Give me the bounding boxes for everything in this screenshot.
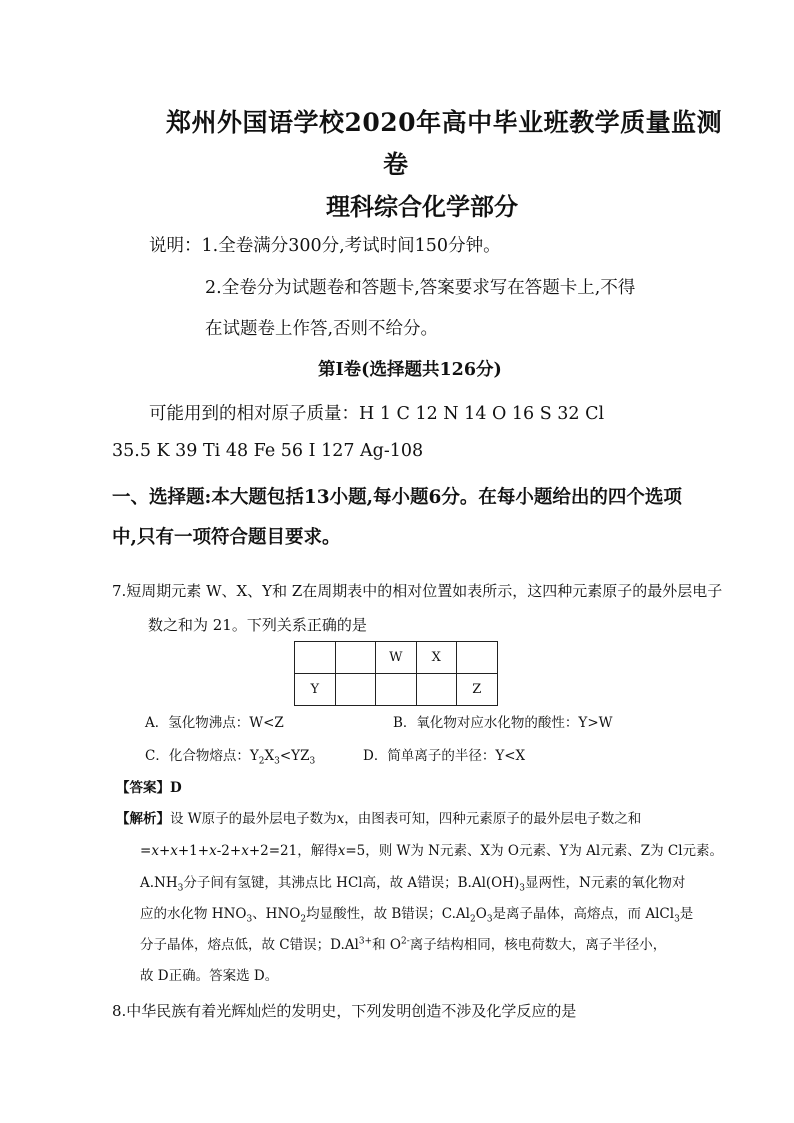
table-cell <box>416 674 457 706</box>
analysis-text: =5，则 W为 N元素、X为 O元素、Y为 Al元素、Z为 Cl元素。 <box>345 843 724 859</box>
table-cell <box>335 642 376 674</box>
analysis-text: -2+ <box>216 843 242 859</box>
instructions-item1-text: 1.全卷满分300分,考试时间150分钟。 <box>201 236 501 256</box>
superscript: 2- <box>400 936 410 947</box>
page-subtitle: 理科综合化学部分 <box>326 192 518 221</box>
q8-stem-line1: 8.中华民族有着光辉灿烂的发明史，下列发明创造不涉及化学反应的是 <box>112 1002 577 1020</box>
section-title: 第Ⅰ卷(选择题共126分) <box>318 360 502 380</box>
subscript: 3 <box>486 914 493 925</box>
instructions-item1 <box>149 232 501 257</box>
periodic-table-fragment <box>294 641 498 706</box>
q7-option-c-text: C．化合物熔点：Y <box>145 748 259 764</box>
analysis-text: 分子间有氢键，其沸点比 HCl高，故 A错误；B.Al(OH) <box>183 875 520 891</box>
q7-answer: 【答案】D <box>116 780 182 796</box>
table-cell <box>295 642 336 674</box>
superscript: 3+ <box>358 936 373 947</box>
subscript: 3 <box>177 883 184 894</box>
q7-option-c <box>145 744 316 767</box>
analysis-text: 应的水化物 HNO <box>140 906 247 922</box>
analysis-text: 离子结构相同，核电荷数大，离子半径小， <box>409 937 667 953</box>
subscript: 3 <box>519 883 526 894</box>
atomic-masses-line1: 可能用到的相对原子质量：H 1 C 12 N 14 O 16 S 32 Cl <box>149 404 605 424</box>
analysis-text: 是 <box>679 906 694 922</box>
part1-heading-line2: 中,只有一项符合题目要求。 <box>112 527 341 548</box>
analysis-text: ，由图表可知，四种元素原子的最外层电子数之和 <box>344 811 642 827</box>
subscript: 3 <box>274 756 280 767</box>
q7-stem-line1: 7.短周期元素 W、X、Y和 Z在周期表中的相对位置如表所示，这四种元素原子的最外层电子 <box>112 582 723 600</box>
variable-x: x <box>336 811 345 827</box>
analysis-text: 均显酸性，故 B错误；C.Al <box>306 906 470 922</box>
instructions-item2-line1: 2.全卷分为试题卷和答题卡,答案要求写在答题卡上,不得 <box>205 278 636 298</box>
analysis-text: A.NH <box>140 875 178 891</box>
table-cell: X <box>416 642 457 674</box>
analysis-text: 设 W原子的最外层电子数为 <box>170 811 337 827</box>
subscript: 2 <box>470 914 476 925</box>
variable-x: x <box>209 843 217 859</box>
q7-option-d: D．简单离子的半径：Y<X <box>363 748 526 764</box>
table-cell <box>376 674 417 706</box>
analysis-text: 分子晶体，熔点低，故 C错误；D.Al <box>140 937 359 953</box>
subscript: 2 <box>258 756 265 767</box>
q7-analysis-line4 <box>140 902 694 925</box>
atomic-masses-line2: 35.5 K 39 Ti 48 Fe 56 I 127 Ag-108 <box>112 441 424 461</box>
q7-analysis-line3 <box>140 871 686 894</box>
subscript: 2 <box>300 914 307 925</box>
table-cell: Y <box>295 674 336 706</box>
q7-stem-line2: 数之和为 21。下列关系正确的是 <box>148 616 367 634</box>
analysis-text: +1+ <box>177 843 210 859</box>
analysis-text: = <box>140 843 152 859</box>
analysis-text: + <box>158 843 171 859</box>
analysis-text: +2=21，解得 <box>248 843 338 859</box>
q7-option-a: A．氢化物沸点：W<Z <box>145 715 284 731</box>
instructions-label: 说明： <box>149 236 202 256</box>
part1-heading-line1: 一、选择题:本大题包括13小题,每小题6分。在每小题给出的四个选项 <box>112 487 682 508</box>
q7-analysis-line2 <box>140 839 723 859</box>
q7-analysis-line1 <box>116 807 641 827</box>
subscript: 3 <box>309 756 316 767</box>
table-row <box>295 674 498 706</box>
table-cell <box>457 642 498 674</box>
analysis-text: 是离子晶体，高熔点，而 AlCl <box>492 906 675 922</box>
q7-analysis-line5 <box>140 933 666 953</box>
variable-x: x <box>151 843 159 859</box>
analysis-text: 、HNO <box>252 906 301 922</box>
page-title-continued: 卷 <box>383 150 409 179</box>
analysis-text: 和 O <box>372 937 401 953</box>
subscript: 3 <box>246 914 253 925</box>
analysis-text: 显两性，N元素的氧化物对 <box>525 875 686 891</box>
subscript: 3 <box>674 914 680 925</box>
q7-analysis-line6: 故 D正确。答案选 D。 <box>140 968 279 984</box>
analysis-label: 【解析】 <box>116 811 170 827</box>
variable-x: x <box>170 843 178 859</box>
table-row <box>295 642 498 674</box>
page-title: 郑州外国语学校2020年高中毕业班教学质量监测 <box>166 108 723 137</box>
q7-option-c-text: X <box>264 748 275 764</box>
table-cell: W <box>376 642 417 674</box>
q7-option-b: B．氧化物对应水化物的酸性：Y>W <box>393 715 613 731</box>
table-cell <box>335 674 376 706</box>
analysis-text: O <box>475 906 487 922</box>
q7-option-c-text: <YZ <box>279 748 310 764</box>
table-cell: Z <box>457 674 498 706</box>
instructions-item2-line2: 在试题卷上作答,否则不给分。 <box>205 319 439 339</box>
variable-x: x <box>241 843 249 859</box>
variable-x: x <box>337 843 346 859</box>
